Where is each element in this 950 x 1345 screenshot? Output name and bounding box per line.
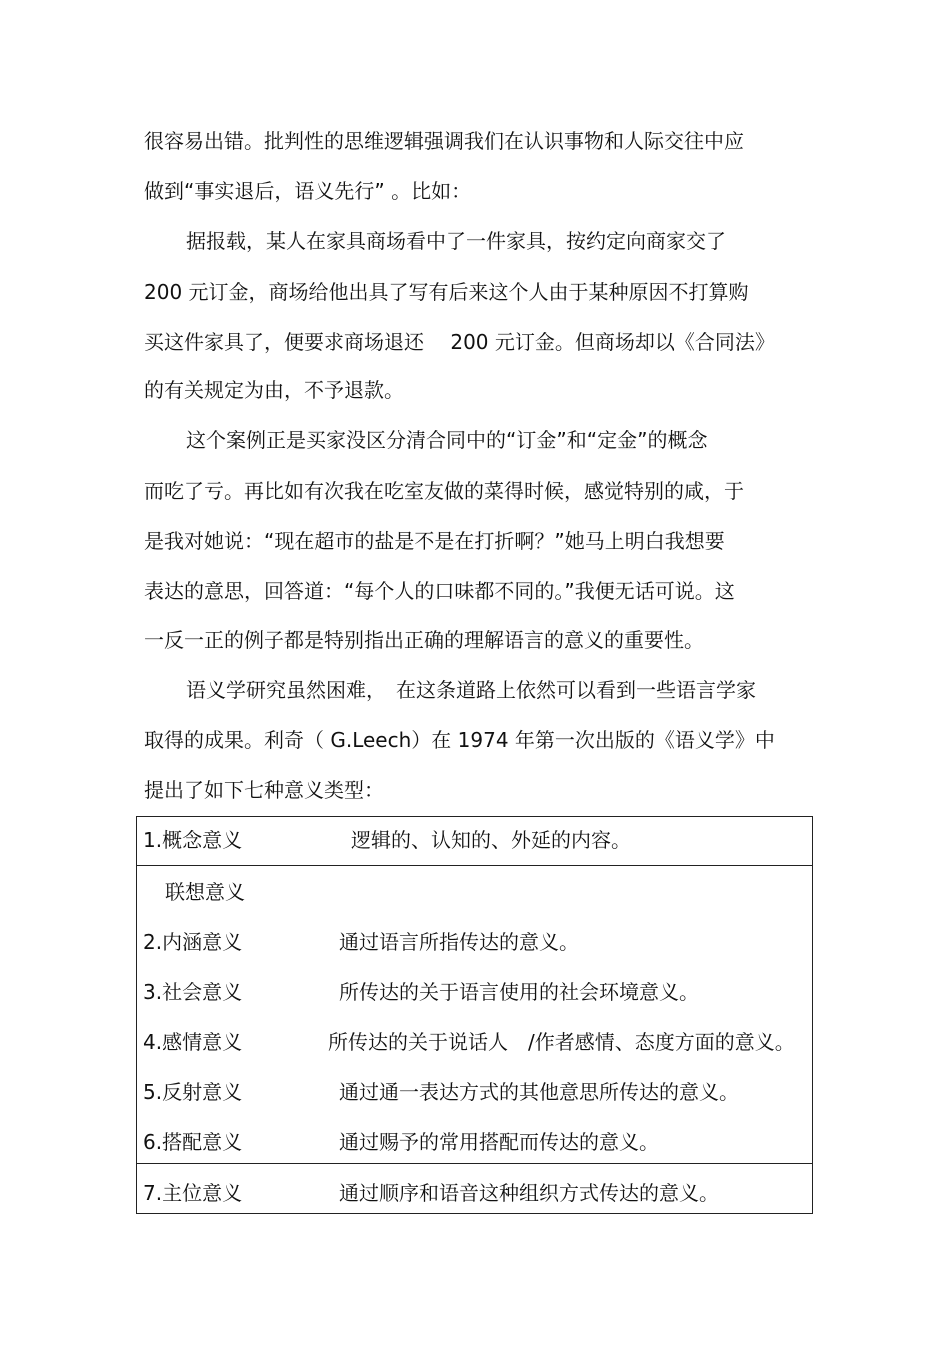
paragraph-line: 200 元订金，商场给他出具了写有后来这个人由于某种原因不打算购 bbox=[144, 280, 749, 304]
meaning-name: 6.搭配意义 bbox=[143, 1130, 243, 1154]
paragraph-line: 买这件家具了，便要求商场退还 200 元订金。但商场却以《合同法》 bbox=[144, 330, 775, 354]
paragraph-line: 而吃了亏。再比如有次我在吃室友做的菜得时候，感觉特别的咸，于 bbox=[144, 479, 744, 503]
paragraph-line: 做到“事实退后，语义先行” 。比如： bbox=[144, 179, 472, 203]
meaning-name: 2.内涵意义 bbox=[143, 930, 243, 954]
paragraph-line: 很容易出错。批判性的思维逻辑强调我们在认识事物和人际交往中应 bbox=[144, 129, 744, 153]
paragraph-line: 提出了如下七种意义类型： bbox=[144, 778, 384, 802]
paragraph-line: 表达的意思，回答道：“每个人的口味都不同的。”我便无话可说。这 bbox=[144, 579, 735, 603]
table-divider bbox=[137, 1163, 812, 1164]
meaning-description: 所传达的关于语言使用的社会环境意义。 bbox=[339, 980, 699, 1004]
meaning-name: 3.社会意义 bbox=[143, 980, 243, 1004]
meaning-description: 所传达的关于说话人 /作者感情、态度方面的意义。 bbox=[328, 1030, 795, 1054]
paragraph-line: 一反一正的例子都是特别指出正确的理解语言的意义的重要性。 bbox=[144, 628, 704, 652]
meaning-name: 5.反射意义 bbox=[143, 1080, 243, 1104]
paragraph-line: 是我对她说：“现在超市的盐是不是在打折啊？”她马上明白我想要 bbox=[144, 529, 725, 553]
meaning-description: 通过顺序和语音这种组织方式传达的意义。 bbox=[339, 1181, 719, 1205]
meaning-name: 1.概念意义 bbox=[143, 828, 243, 852]
paragraph-line: 这个案例正是买家没区分清合同中的“订金”和“定金”的概念 bbox=[186, 428, 708, 452]
paragraph-line: 据报载，某人在家具商场看中了一件家具，按约定向商家交了 bbox=[186, 229, 726, 253]
paragraph-line: 的有关规定为由，不予退款。 bbox=[144, 378, 404, 402]
paragraph-line: 语义学研究虽然困难， 在这条道路上依然可以看到一些语言学家 bbox=[186, 678, 756, 702]
meaning-name: 7.主位意义 bbox=[143, 1181, 243, 1205]
meaning-description: 通过通一表达方式的其他意思所传达的意义。 bbox=[339, 1080, 739, 1104]
paragraph-line: 取得的成果。利奇（ G.Leech）在 1974 年第一次出版的《语义学》中 bbox=[144, 728, 775, 752]
meaning-types-table bbox=[136, 816, 813, 1214]
meaning-name: 4.感情意义 bbox=[143, 1030, 243, 1054]
group-label: 联想意义 bbox=[165, 880, 245, 904]
meaning-description: 通过赐予的常用搭配而传达的意义。 bbox=[339, 1130, 659, 1154]
meaning-description: 逻辑的、认知的、外延的内容。 bbox=[351, 828, 631, 852]
meaning-description: 通过语言所指传达的意义。 bbox=[339, 930, 579, 954]
table-divider bbox=[137, 865, 812, 866]
